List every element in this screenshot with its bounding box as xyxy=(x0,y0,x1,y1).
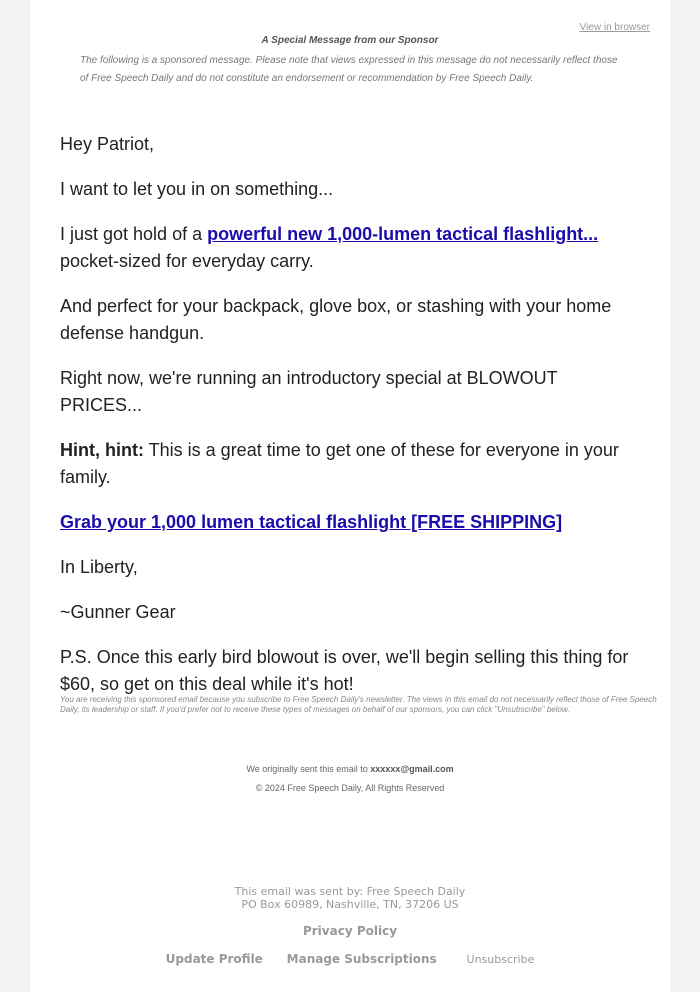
sponsor-title: A Special Message from our Sponsor xyxy=(261,35,439,46)
sender-info xyxy=(30,885,670,911)
sent-by-line: This email was sent by: Free Speech Daily xyxy=(234,885,466,898)
manage-subscriptions-link[interactable]: Manage Subscriptions xyxy=(286,952,437,966)
sent-to-prefix: We originally sent this email to xyxy=(246,764,371,774)
cta-link[interactable]: Grab your 1,000 lumen tactical flashlight [FREE SHIPPING] xyxy=(60,512,563,532)
greeting: Hey Patriot, xyxy=(60,134,155,154)
recipient-email: xxxxxx@gmail.com xyxy=(370,764,454,774)
ps-paragraph: P.S. Once this early bird blowout is over, we'll begin selling this thing for $60, so get on this deal while it's hot! xyxy=(60,647,629,694)
cta-paragraph xyxy=(60,509,640,536)
special-paragraph: Right now, we're running an introductory special at BLOWOUT PRICES... xyxy=(60,368,558,415)
view-in-browser-link[interactable]: View in browser xyxy=(579,22,650,33)
legal-notice: You are receiving this sponsored email because you subscribe to Free Speech Daily's newsletter. The views in this email do not necessarily reflect those of Free Speech Daily, its leadership or staff. If you'd prefer not to receive these types of messages on behalf of our sponsors, you can click "Unsubscribe" below. xyxy=(60,695,657,714)
flashlight-text-after: pocket-sized for everyday carry. xyxy=(60,251,314,271)
email-body xyxy=(60,131,640,716)
flashlight-text-before: I just got hold of a xyxy=(60,224,208,244)
sender-address: PO Box 60989, Nashville, TN, 37206 US xyxy=(241,898,459,911)
privacy-policy-link[interactable]: Privacy Policy xyxy=(302,924,398,938)
sent-to-line xyxy=(30,764,670,774)
sponsor-disclaimer: The following is a sponsored message. Please note that views expressed in this message do not necessarily reflect those of Free Speech Daily and do not constitute an endorsement or recommendation by Free Speech Daily. xyxy=(80,55,618,84)
hint-paragraph xyxy=(60,437,640,491)
unsubscribe-link[interactable]: Unsubscribe xyxy=(466,953,535,966)
intro-paragraph: I want to let you in on something... xyxy=(60,179,334,199)
hint-label: Hint, hint: xyxy=(60,440,144,460)
copyright: © 2024 Free Speech Daily, All Rights Reserved xyxy=(255,783,445,793)
signoff: In Liberty, xyxy=(60,557,138,577)
email-container xyxy=(30,0,670,992)
footer-links xyxy=(30,952,670,966)
signature: ~Gunner Gear xyxy=(60,602,176,622)
hint-text: This is a great time to get one of these for everyone in your family. xyxy=(60,440,619,487)
flashlight-product-link[interactable]: powerful new 1,000-lumen tactical flashlight... xyxy=(207,224,599,244)
carry-paragraph: And perfect for your backpack, glove box, or stashing with your home defense handgun. xyxy=(60,296,612,343)
update-profile-link[interactable]: Update Profile xyxy=(165,952,263,966)
flashlight-paragraph xyxy=(60,221,640,275)
